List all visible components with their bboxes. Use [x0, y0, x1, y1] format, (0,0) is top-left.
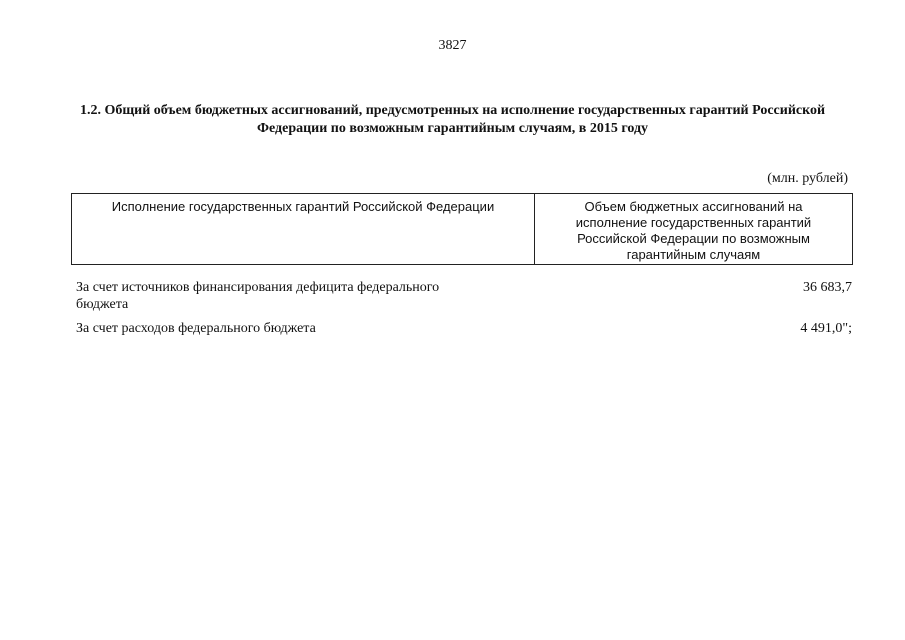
- row-label: За счет источников финансирования дефицита федерального бюджета: [76, 280, 440, 312]
- page-number: 3827: [438, 38, 467, 53]
- row-label: За счет расходов федерального бюджета: [76, 321, 316, 336]
- column-header-guarantees: Исполнение государственных гарантий Российской Федерации: [72, 194, 535, 264]
- table-row: [76, 279, 852, 315]
- section-title: 1.2. Общий объем бюджетных ассигнований, предусмотренных на исполнение государственных гарантий Российской Федерации по возможным гарантийным случаям, в 2015 году: [79, 103, 826, 136]
- column-header-appropriations: Объем бюджетных ассигнований на исполнение государственных гарантий Российской Федерации по возможным гарантийным случаям: [575, 199, 812, 262]
- row-value: 4 491,0";: [800, 321, 852, 336]
- units-label: (млн. рублей): [767, 171, 848, 186]
- row-value: 36 683,7: [803, 280, 852, 295]
- table-header: [71, 193, 853, 265]
- table-row: [76, 320, 852, 340]
